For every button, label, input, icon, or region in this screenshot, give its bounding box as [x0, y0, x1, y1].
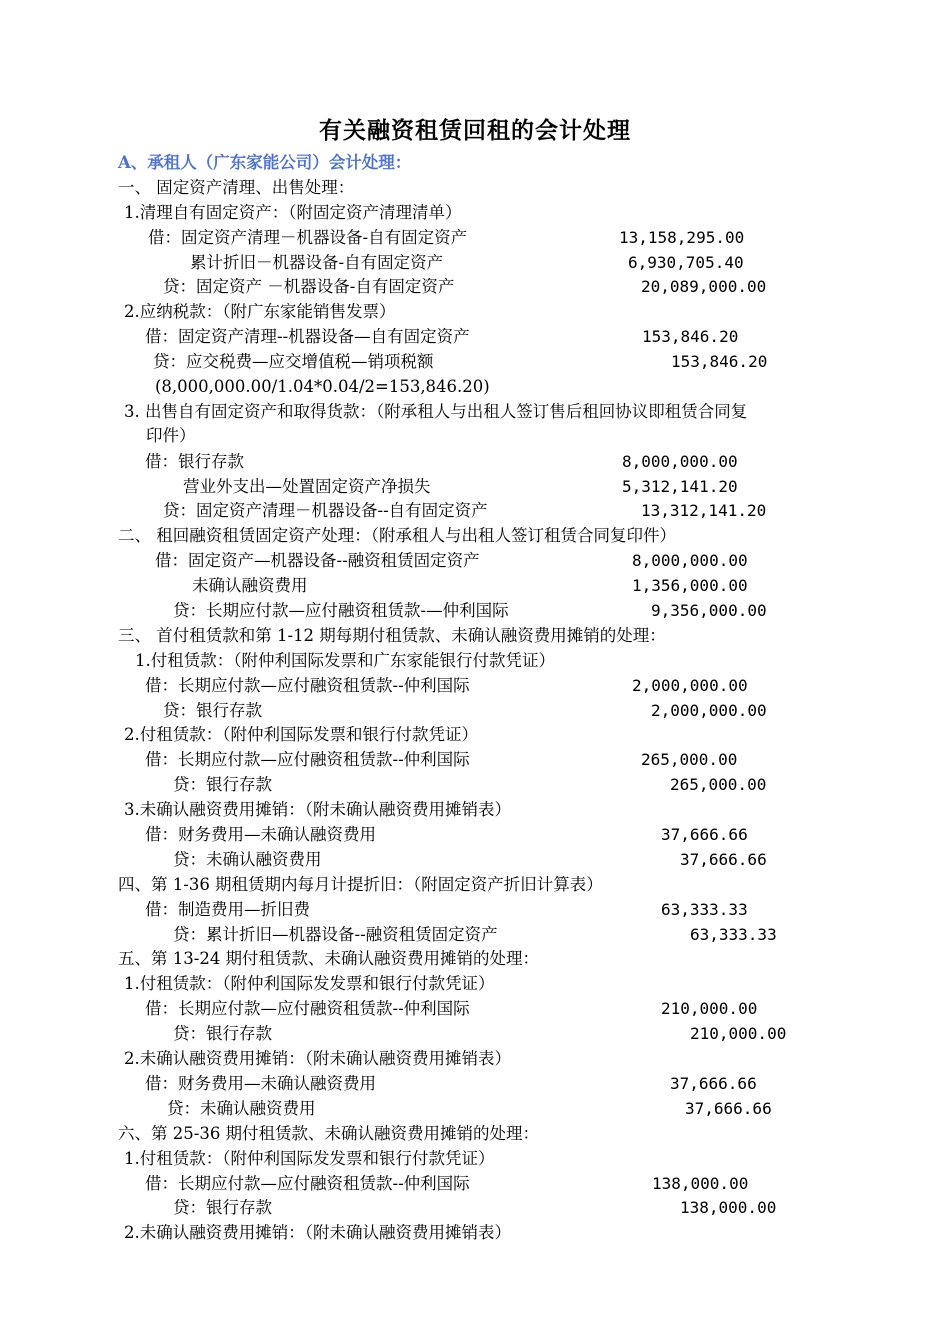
s3-entry-3a: 借：财务费用—未确认融资费用	[145, 825, 376, 844]
s4-entry-1: 借：制造费用—折旧费	[145, 900, 310, 919]
s1-entry-1c-amount: 20,089,000.00	[641, 277, 767, 296]
s2-entry-1-amount: 8,000,000.00	[632, 551, 748, 570]
s5-item-2: 2.未确认融资费用摊销：（附未确认融资费用摊销表）	[124, 1049, 511, 1068]
s1-item-3-line-2: 印件）	[146, 426, 196, 445]
s6-entry-1a-amount: 138,000.00	[652, 1174, 749, 1193]
s1-item-1: 1.清理自有固定资产：（附固定资产清理清单）	[124, 203, 462, 222]
section-3-heading: 三、 首付租赁款和第 1-12 期每期付租赁款、未确认融资费用摊销的处理：	[118, 626, 666, 645]
s4-entry-2-amount: 63,333.33	[690, 925, 777, 944]
s1-entry-3b: 营业外支出—处置固定资产净损失	[183, 477, 431, 496]
s5-entry-1a-amount: 210,000.00	[661, 999, 758, 1018]
s1-entry-1a: 借：固定资产清理－机器设备-自有固定资产	[148, 228, 468, 247]
s3-entry-2a-amount: 265,000.00	[641, 750, 738, 769]
section-1-heading: 一、 固定资产清理、出售处理：	[118, 178, 355, 197]
s3-entry-2b-amount: 265,000.00	[670, 775, 767, 794]
s1-entry-1c: 贷：固定资产 －机器设备-自有固定资产	[163, 277, 455, 296]
s2-entry-3: 贷：长期应付款—应付融资租赁款-—仲利国际	[173, 601, 509, 620]
document-title: 有关融资租赁回租的会计处理	[319, 117, 631, 144]
s1-entry-2b: 贷：应交税费—应交增值税—销项税额	[153, 352, 434, 371]
s3-entry-1a: 借：长期应付款—应付融资租赁款--仲利国际	[145, 676, 470, 695]
s3-entry-1b: 贷：银行存款	[163, 701, 262, 720]
s5-entry-2a-amount: 37,666.66	[670, 1074, 757, 1093]
s5-entry-2b: 贷：未确认融资费用	[167, 1099, 316, 1118]
s2-entry-1: 借：固定资产—机器设备--融资租赁固定资产	[155, 551, 480, 570]
s5-entry-2b-amount: 37,666.66	[685, 1099, 772, 1118]
section-a-heading: A、承租人（广东家能公司）会计处理：	[118, 153, 412, 172]
s3-entry-2a: 借：长期应付款—应付融资租赁款--仲利国际	[145, 750, 470, 769]
s3-entry-3b-amount: 37,666.66	[680, 850, 767, 869]
s1-entry-1b-amount: 6,930,705.40	[628, 253, 744, 272]
s3-item-2: 2.付租赁款：（附仲利国际发票和银行付款凭证）	[124, 725, 478, 744]
s2-entry-2: 未确认融资费用	[192, 576, 308, 595]
s5-entry-1b-amount: 210,000.00	[690, 1024, 787, 1043]
s1-entry-3b-amount: 5,312,141.20	[622, 477, 738, 496]
s1-entry-2a: 借：固定资产清理--机器设备—自有固定资产	[145, 327, 470, 346]
s1-entry-1a-amount: 13,158,295.00	[619, 228, 745, 247]
s6-item-1: 1.付租赁款：（附仲利国际发发票和银行付款凭证）	[124, 1149, 495, 1168]
s5-entry-2a: 借：财务费用—未确认融资费用	[145, 1074, 376, 1093]
s1-entry-3a-amount: 8,000,000.00	[622, 452, 738, 471]
s1-entry-3c-amount: 13,312,141.20	[641, 501, 767, 520]
section-5-heading: 五、第 13-24 期付租赁款、未确认融资费用摊销的处理：	[118, 949, 540, 968]
s3-entry-2b: 贷：银行存款	[173, 775, 272, 794]
section-6-heading: 六、第 25-36 期付租赁款、未确认融资费用摊销的处理：	[118, 1124, 540, 1143]
s1-entry-3a: 借：银行存款	[145, 452, 244, 471]
s3-entry-1a-amount: 2,000,000.00	[632, 676, 748, 695]
s1-entry-2b-amount: 153,846.20	[671, 352, 768, 371]
s6-entry-1b: 贷：银行存款	[173, 1198, 272, 1217]
s5-entry-1b: 贷：银行存款	[173, 1024, 272, 1043]
s4-entry-1-amount: 63,333.33	[661, 900, 748, 919]
s4-entry-2: 贷：累计折旧—机器设备--融资租赁固定资产	[173, 925, 498, 944]
section-4-heading: 四、第 1-36 期租赁期内每月计提折旧：（附固定资产折旧计算表）	[118, 875, 603, 894]
s1-entry-3c: 贷：固定资产清理－机器设备--自有固定资产	[163, 501, 488, 520]
s1-item-2: 2.应纳税款：（附广东家能销售发票）	[124, 302, 396, 321]
s1-entry-2a-amount: 153,846.20	[642, 327, 739, 346]
s6-item-2: 2.未确认融资费用摊销：（附未确认融资费用摊销表）	[124, 1223, 511, 1242]
s5-item-1: 1.付租赁款：（附仲利国际发发票和银行付款凭证）	[124, 974, 495, 993]
s2-entry-2-amount: 1,356,000.00	[632, 576, 748, 595]
s2-entry-3-amount: 9,356,000.00	[651, 601, 767, 620]
s6-entry-1a: 借：长期应付款—应付融资租赁款--仲利国际	[145, 1174, 470, 1193]
s1-item-3-line-1: 3. 出售自有固定资产和取得货款：（附承租人与出租人签订售后租回协议即租赁合同复	[124, 402, 748, 421]
section-2-heading: 二、 租回融资租赁固定资产处理：（附承租人与出租人签订租赁合同复印件）	[118, 526, 676, 545]
s3-item-3: 3.未确认融资费用摊销：（附未确认融资费用摊销表）	[124, 800, 511, 819]
s1-formula: (8,000,000.00/1.04*0.04/2=153,846.20)	[155, 377, 490, 396]
s3-item-1: 1.付租赁款：（附仲利国际发票和广东家能银行付款凭证）	[135, 651, 555, 670]
s6-entry-1b-amount: 138,000.00	[680, 1198, 777, 1217]
s3-entry-3b: 贷：未确认融资费用	[173, 850, 322, 869]
s3-entry-3a-amount: 37,666.66	[661, 825, 748, 844]
s1-entry-1b: 累计折旧－机器设备-自有固定资产	[190, 253, 444, 272]
s5-entry-1a: 借：长期应付款—应付融资租赁款--仲利国际	[145, 999, 470, 1018]
s3-entry-1b-amount: 2,000,000.00	[651, 701, 767, 720]
